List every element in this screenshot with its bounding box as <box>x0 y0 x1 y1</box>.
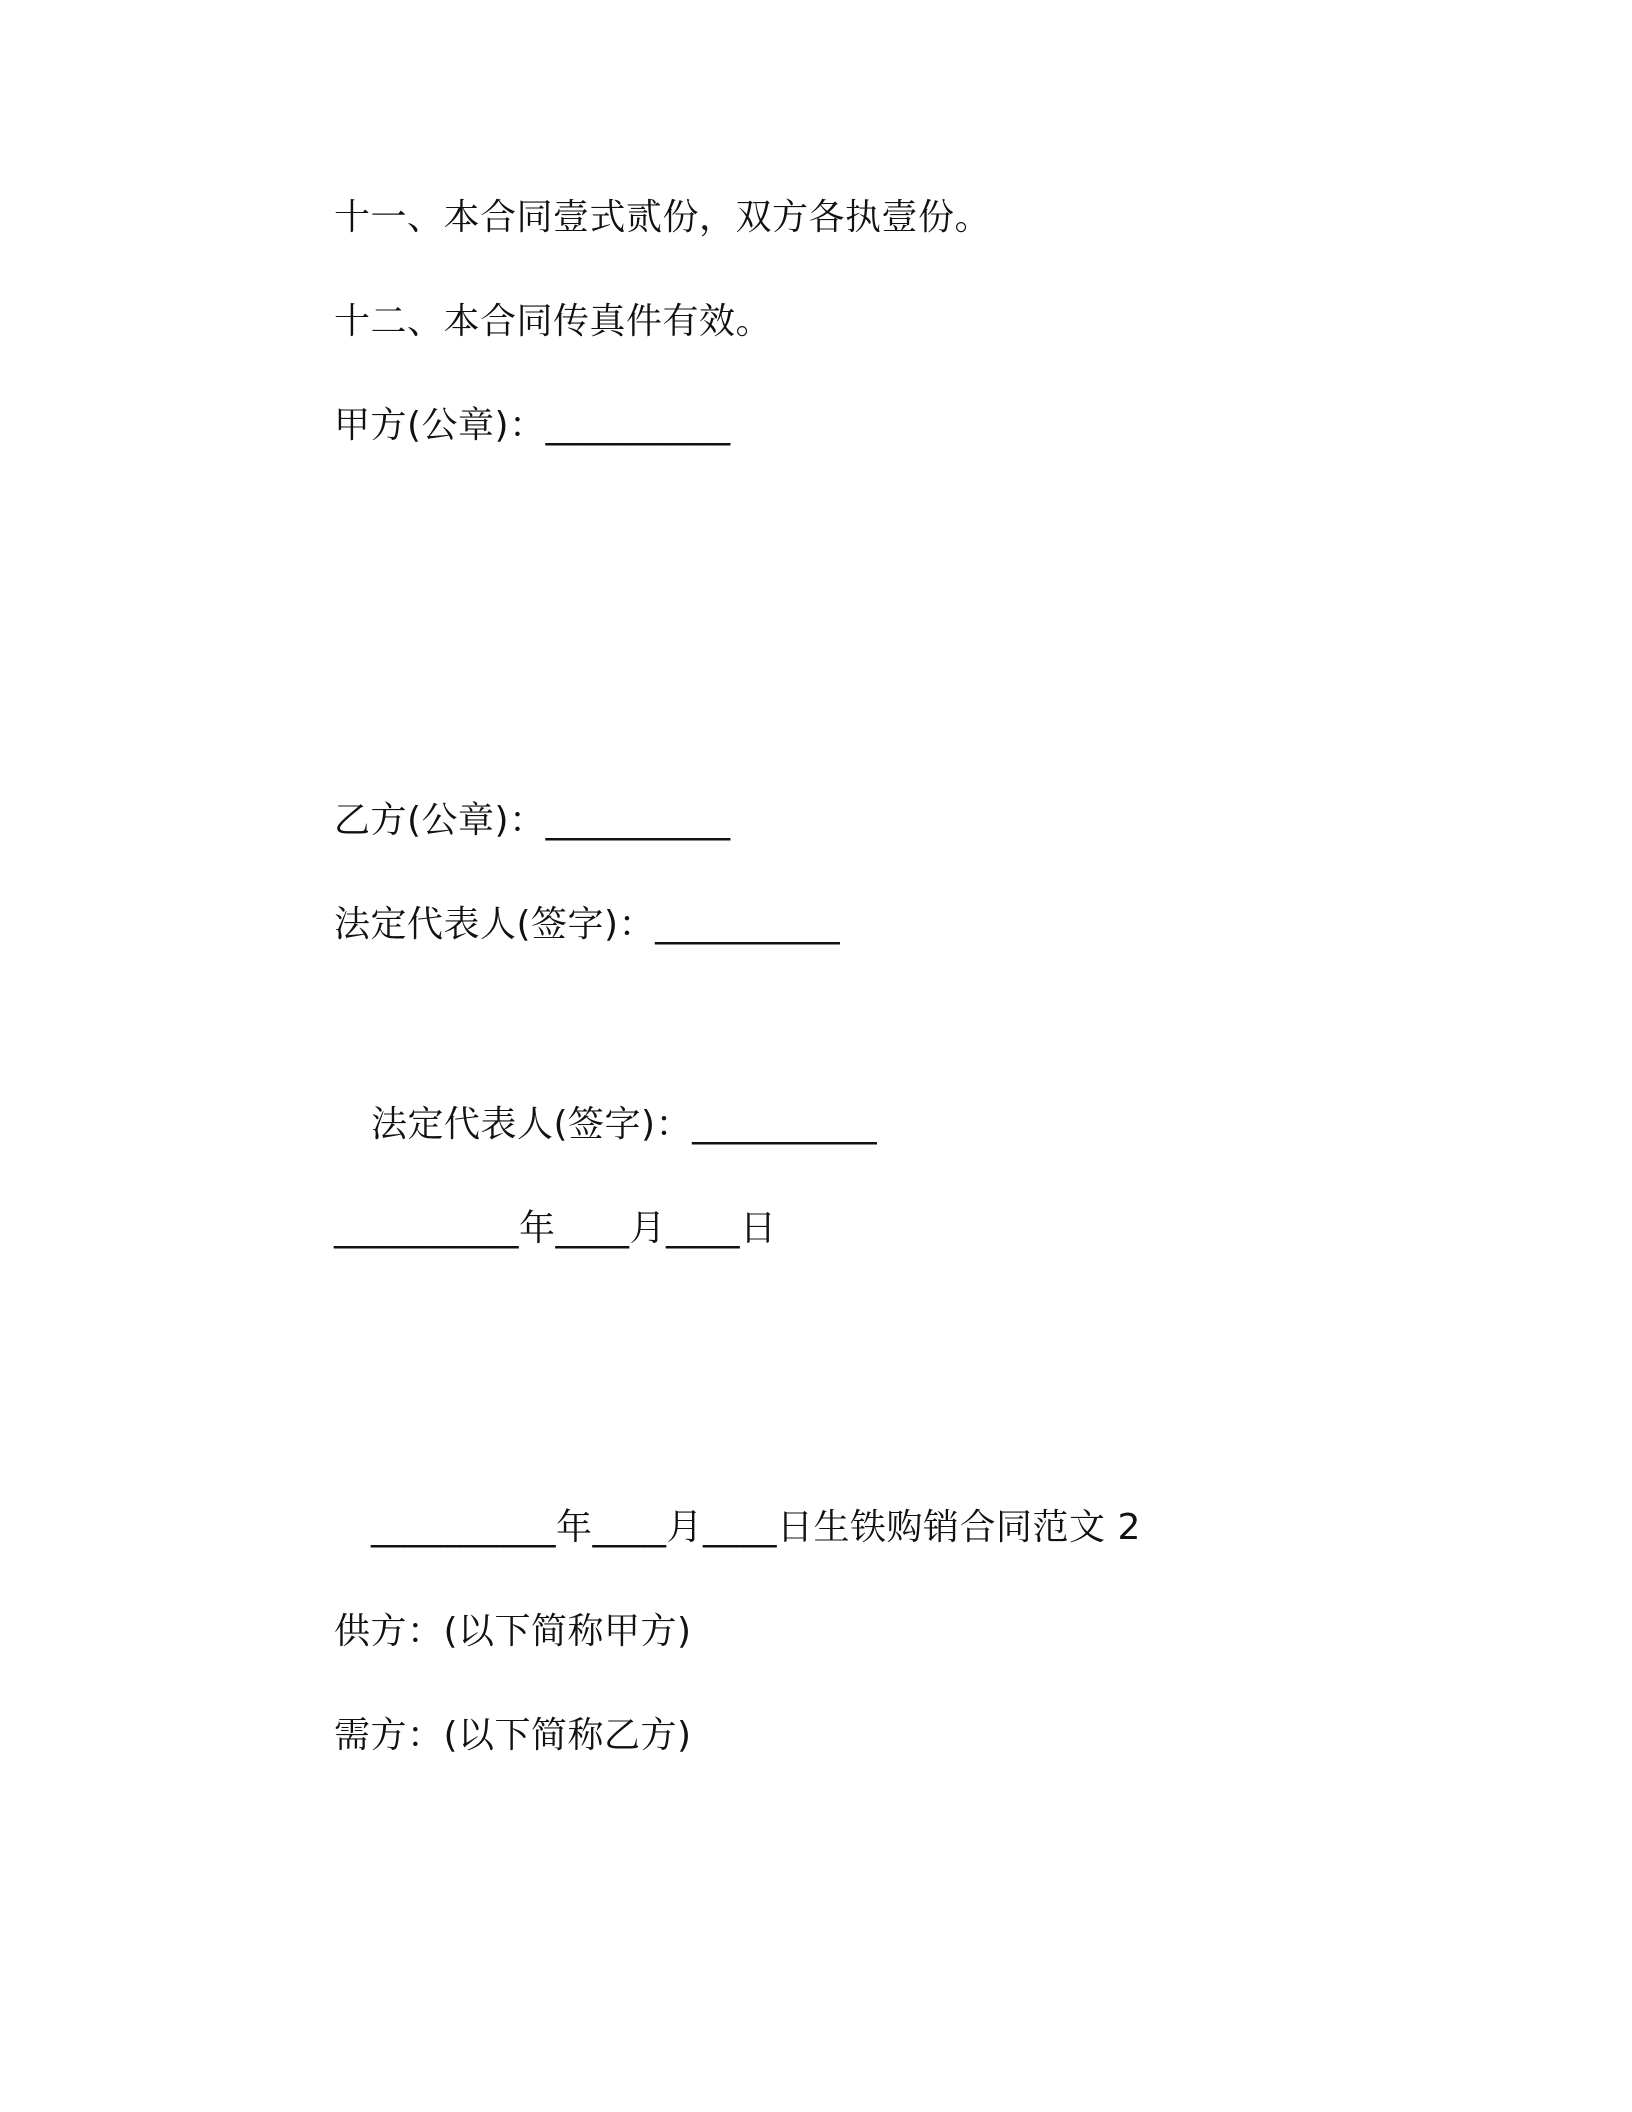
party-a-seal-line: 甲方(公章)：__________ <box>334 405 731 446</box>
legal-rep-signature-line: 法定代表人(签字)：__________ <box>334 904 841 945</box>
date-line: __________年____月____日 <box>334 1208 777 1249</box>
legal-rep-signature-line-2: 法定代表人(签字)：__________ <box>371 1104 878 1145</box>
next-contract-title: __________年____月____日生铁购销合同范文 2 <box>371 1507 1141 1548</box>
clause-12: 十二、本合同传真件有效。 <box>334 301 773 342</box>
clause-11: 十一、本合同壹式贰份，双方各执壹份。 <box>334 197 992 238</box>
buyer-line: 需方：(以下简称乙方) <box>334 1715 692 1756</box>
supplier-line: 供方：(以下简称甲方) <box>334 1611 692 1652</box>
party-b-seal-line: 乙方(公章)：__________ <box>334 800 731 841</box>
